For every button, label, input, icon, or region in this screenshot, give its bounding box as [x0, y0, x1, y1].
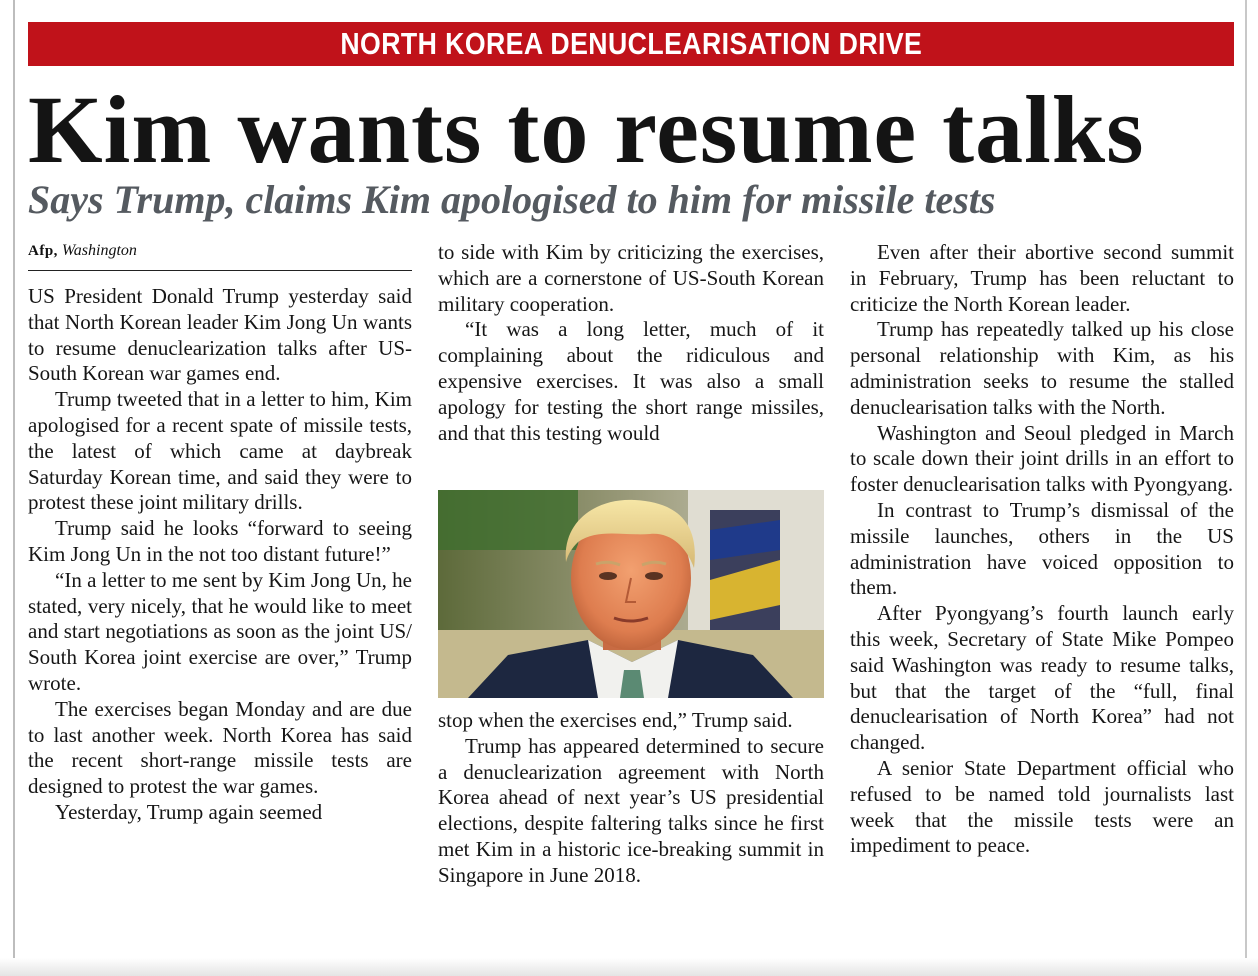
paragraph: Trump has appeared determined to secure a denuclearization agreement with North Korea ahead of next year’s US presidential elections, despite faltering talks since he first met Kim in a historic ice-breaking summit in Singapore in June 2018.: [438, 733, 824, 887]
article-column-1: [28, 284, 412, 826]
paragraph: After Pyongyang’s fourth launch early this week, Secretary of State Mike Pompeo said Washington was ready to resume talks, but that the target of the “full, final denuclearisation of North Korea” had not changed.: [850, 601, 1234, 755]
paragraph: Even after their abortive second summit in February, Trump has been reluctant to criticize the North Korean leader.: [850, 240, 1234, 316]
paragraph: Trump said he looks “forward to seeing Kim Jong Un in the not too distant future!”: [28, 516, 412, 566]
section-banner: [28, 22, 1234, 66]
headline: Kim wants to resume talks: [28, 76, 1145, 183]
paragraph: Trump has repeatedly talked up his close personal relationship with Kim, as his administration seeks to resume the stalled denuclearisation talks with the North.: [850, 317, 1234, 419]
article-column-3: [850, 240, 1234, 859]
subheadline: Says Trump, claims Kim apologised to him for missile tests: [28, 177, 996, 222]
section-banner-text: NORTH KOREA DENUCLEARISATION DRIVE: [340, 26, 922, 61]
byline-agency: Afp,: [28, 243, 58, 259]
article-column-2-bottom: [438, 708, 824, 889]
page-edge-right: [1245, 0, 1247, 976]
byline-rule: [28, 270, 412, 271]
trump-photo: [438, 490, 824, 698]
paragraph: Washington and Seoul pledged in March to scale down their joint drills in an effort to foster denuclearisation talks with Pyongyang.: [850, 420, 1234, 497]
page-edge-left: [13, 0, 15, 976]
trump-portrait-image: [438, 490, 824, 698]
paragraph: US President Donald Trump yesterday said that North Korean leader Kim Jong Un wants to resume denuclearization talks after US-South Korean war games end.: [28, 284, 412, 386]
paragraph: Yesterday, Trump again seemed: [55, 799, 323, 824]
paragraph: Trump tweeted that in a letter to him, Kim apologised for a recent spate of missile tests, the latest of which came at daybreak Saturday Korean time, and said they were to protest these joint military drills.: [28, 387, 412, 515]
page-edge-bottom: [0, 958, 1258, 976]
paragraph: The exercises began Monday and are due to last another week. North Korea has said the recent short-range missile tests are designed to protest the war games.: [28, 696, 412, 799]
byline: [28, 238, 412, 264]
paragraph: stop when the exercises end,” Trump said.: [438, 708, 793, 732]
paragraph: In contrast to Trump’s dismissal of the missile launches, others in the US administration have voiced opposition to them.: [850, 497, 1234, 600]
paragraph: “It was a long letter, much of it complaining about the ridiculous and expensive exercises. It was also a small apology for testing the short range missiles, and that this testing would: [438, 317, 824, 445]
byline-location: Washington: [61, 242, 137, 259]
paragraph: “In a letter to me sent by Kim Jong Un, he stated, very nicely, that he would like to meet and start negotiations as soon as the joint US/ South Korea joint exercise are over,” Trump wrote.: [28, 567, 412, 695]
paragraph: to side with Kim by criticizing the exercises, which are a cornerstone of US-South Korean military cooperation.: [438, 240, 824, 316]
article-column-2-top: [438, 240, 824, 446]
paragraph: A senior State Department official who refused to be named told journalists last week that the missile tests were an impediment to peace.: [850, 755, 1234, 858]
